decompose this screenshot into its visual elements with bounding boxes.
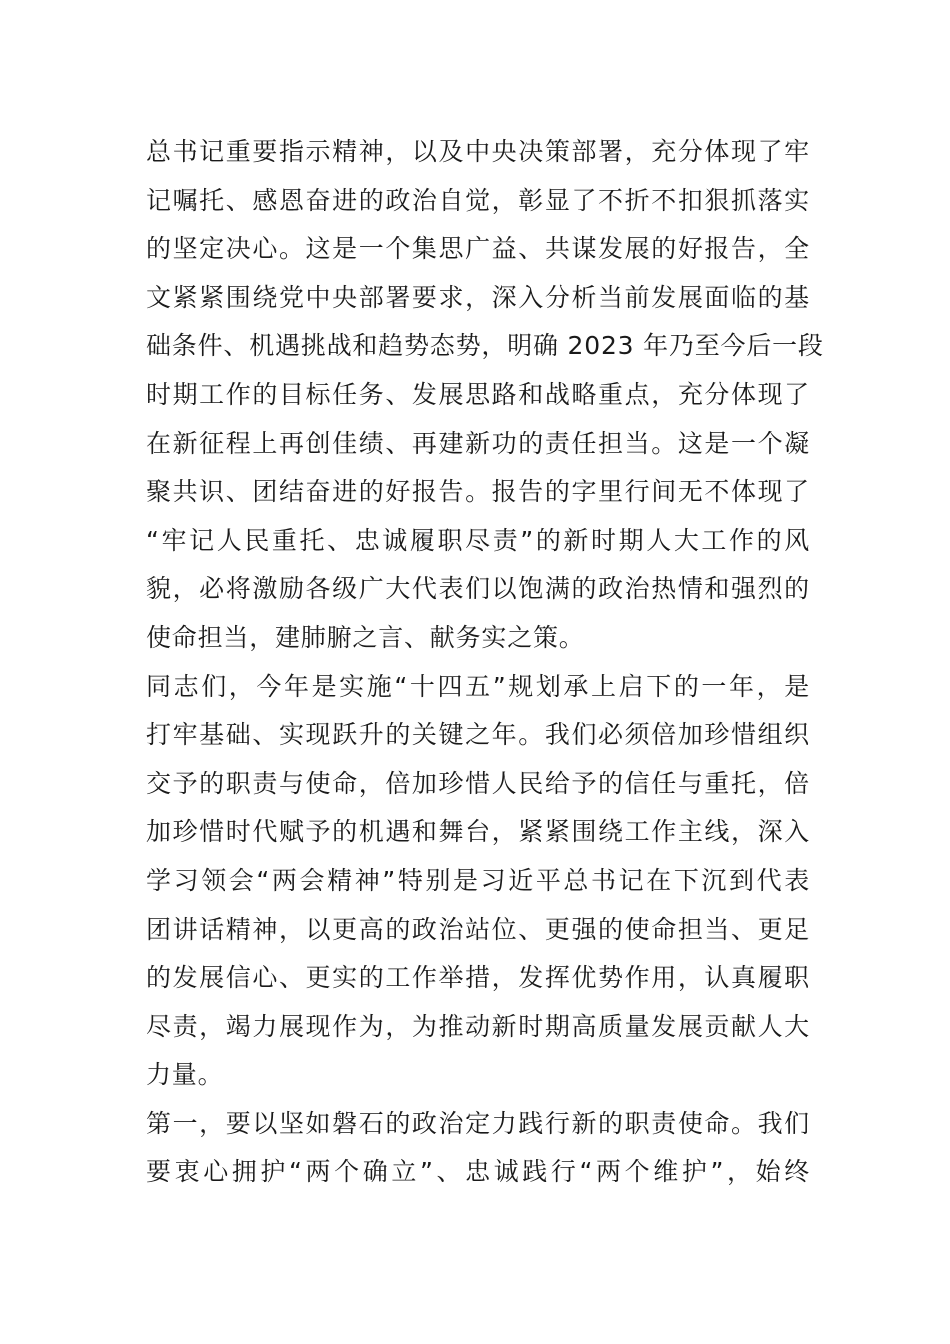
text-line: 聚共识、团结奋进的好报告。报告的字里行间无不体现了 (146, 477, 810, 507)
text-line: 貌，必将激励各级广大代表们以饱满的政治热情和强烈的 (146, 574, 810, 604)
text-line: 尽责，竭力展现作为，为推动新时期高质量发展贡献人大 (146, 1011, 810, 1041)
text-line: 的坚定决心。这是一个集思广益、共谋发展的好报告，全 (146, 234, 810, 264)
text-line: “牢记人民重托、忠诚履职尽责”的新时期人大工作的风 (146, 525, 810, 555)
text-line: 同志们，今年是实施“十四五”规划承上启下的一年，是 (146, 671, 810, 701)
text-line: 打牢基础、实现跃升的关键之年。我们必须倍加珍惜组织 (146, 720, 810, 750)
text-line: 学习领会“两会精神”特别是习近平总书记在下沉到代表 (146, 865, 810, 895)
paragraph-3 (146, 1100, 810, 1197)
text-line: 第一，要以坚如磐石的政治定力践行新的职责使命。我们 (146, 1108, 810, 1138)
text-line: 时期工作的目标任务、发展思路和战略重点，充分体现了 (146, 379, 810, 409)
text-line: 要衷心拥护“两个确立”、忠诚践行“两个维护”，始终 (146, 1157, 810, 1187)
text-line: 加珍惜时代赋予的机遇和舞台，紧紧围绕工作主线，深入 (146, 817, 810, 847)
text-line: 团讲话精神，以更高的政治站位、更强的使命担当、更足 (146, 914, 810, 944)
paragraph-2 (146, 663, 810, 1100)
text-line: 文紧紧围绕党中央部署要求，深入分析当前发展面临的基 (146, 282, 810, 312)
text-line: 总书记重要指示精神，以及中央决策部署，充分体现了牢 (146, 137, 810, 166)
text-line: 交予的职责与使命，倍加珍惜人民给予的信任与重托，倍 (146, 768, 810, 798)
text-line: 记嘱托、感恩奋进的政治自觉，彰显了不折不扣狠抓落实 (146, 185, 810, 215)
text-line: 使命担当，建肺腑之言、献务实之策。 (146, 622, 585, 652)
text-line: 础条件、机遇挑战和趋势态势，明确 2023 年乃至今后一段 (146, 331, 824, 361)
text-line: 力量。 (146, 1060, 224, 1090)
document-body (146, 128, 824, 1197)
text-line: 在新征程上再创佳绩、再建新功的责任担当。这是一个凝 (146, 428, 810, 458)
text-line: 的发展信心、更实的工作举措，发挥优势作用，认真履职 (146, 963, 810, 993)
paragraph-1 (146, 128, 824, 663)
